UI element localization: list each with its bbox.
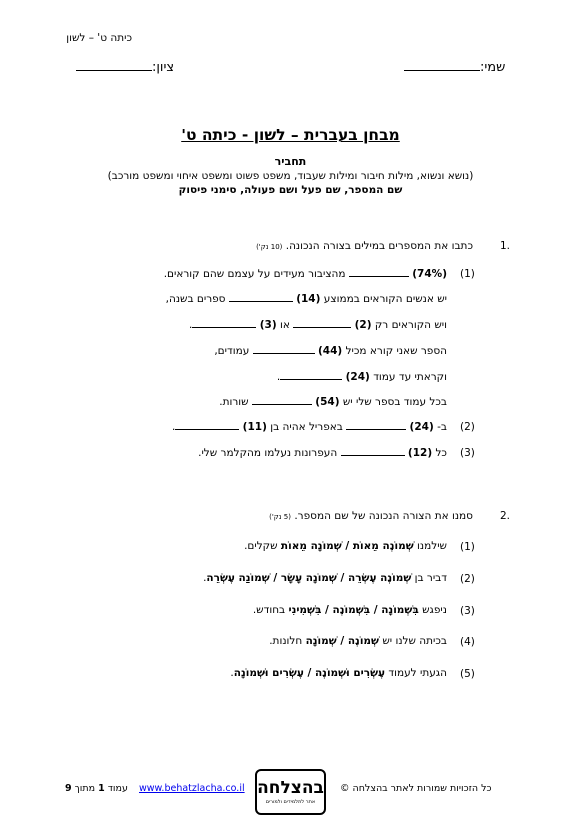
- q2-item-5-number: (5): [460, 668, 475, 680]
- q2-item-2-number: (2): [460, 573, 475, 585]
- answer-blank[interactable]: [192, 318, 256, 328]
- q1-item-1-line-2: יש אנשים הקוראים בממוצע (14) ספרים בשנה,: [165, 293, 447, 305]
- footer-copyright: כל הזכויות שמורות לאתר בהצלחה ©: [340, 783, 492, 794]
- name-label: שמי:: [480, 60, 506, 75]
- q2-item-4-number: (4): [460, 636, 475, 648]
- page-indicator: עמוד 1 מתוך 9: [65, 783, 128, 794]
- answer-blank[interactable]: [252, 395, 312, 405]
- q1-item-2-number: (2): [460, 421, 475, 433]
- answer-blank[interactable]: [349, 267, 409, 277]
- subtitle-topics: (נושא ונשוא, מילות חיבור ומילות שעבוד, משפט פשוט ומשפט איחוי ומשפט מורכב): [107, 170, 474, 182]
- site-url-link[interactable]: www.behatzlacha.co.il: [139, 783, 245, 794]
- q1-item-1-line-5: וקראתי עד עמוד (24) .: [276, 371, 447, 383]
- subtitle-topics-2: שם המספר, שם פעל ושם פעולה, סימני פיסוק: [178, 184, 403, 196]
- site-logo: בהצלחה אתר לתלמידים ולמורים: [255, 769, 326, 815]
- answer-blank[interactable]: [346, 420, 406, 430]
- answer-blank[interactable]: [293, 318, 351, 328]
- q2-item-3-number: (3): [460, 605, 475, 617]
- q1-item-2: ב- (24) באפריל אהיה בן (11) .: [171, 421, 447, 433]
- answer-options[interactable]: שְׁמוֹנֶה מֵאוֹת / שְׁמוֹנָה מֵאוֹת: [280, 540, 414, 552]
- q2-item-5: הגעתי לעמוד עֶשְׂרִים וּשְׁמוֹנֶה / עֶשְׂרִים וּשְׁמוֹנָה.: [230, 667, 447, 679]
- q2-item-4: בכיתה שלנו יש שְׁמוֹנֶה / שְׁמוֹנָה חלונות.: [269, 635, 447, 647]
- name-field[interactable]: [404, 60, 505, 75]
- q1-number: 1.: [500, 240, 511, 252]
- answer-options[interactable]: שְׁמוֹנֶה / שְׁמוֹנָה: [305, 635, 379, 647]
- q1-item-3: כל (12) העפרונות נעלמו מהקלמר שלי.: [198, 447, 447, 459]
- answer-blank[interactable]: [280, 370, 342, 380]
- q1-item-1-line-3: ויש הקוראים רק (2) או (3) .: [189, 319, 447, 331]
- answer-blank[interactable]: [253, 344, 315, 354]
- q1-item-3-number: (3): [460, 447, 475, 459]
- q1-instruction: כתבו את המספרים במילים בצורה הנכונה. (10 נק'): [256, 240, 473, 252]
- header-class-label: כיתה ט' – לשון: [66, 32, 132, 44]
- q2-number: 2.: [500, 510, 511, 522]
- q2-item-3: ניפגש בִּשְׁמוֹנָה / בִּשְׁמוֹנֶה / בִּשְׁמִינִי בחודש.: [252, 604, 447, 616]
- answer-blank[interactable]: [341, 446, 405, 456]
- answer-options[interactable]: בִּשְׁמוֹנָה / בִּשְׁמוֹנֶה / בִּשְׁמִינִי: [288, 604, 419, 616]
- q1-item-1-line-1: (74%) מהציבור מעידים על עצמם שהם קוראים.: [163, 268, 447, 280]
- q1-item-1-line-4: הספר שאני קורא מכיל (44) עמודים,: [214, 345, 447, 357]
- q2-instruction: סמנו את הצורה הנכונה של שם המספר. (5 נק'): [269, 510, 473, 522]
- grade-field[interactable]: [76, 60, 174, 75]
- answer-options[interactable]: שְׁמוֹנֶה עֶשְׂרֵה / שְׁמוֹנָה עָשָׂר / שְׁמוֹנַה עֶשְׂרֵה: [206, 572, 412, 584]
- page-title: מבחן בעברית – לשון - כיתה ט': [181, 126, 400, 144]
- grade-label: ציון:: [152, 60, 175, 75]
- q1-item-1-number: (1): [460, 268, 475, 280]
- answer-blank[interactable]: [229, 292, 293, 302]
- footer-link[interactable]: [139, 783, 245, 794]
- q1-item-1-line-6: בכל עמוד בספר שלי יש (54) שורות.: [219, 396, 447, 408]
- answer-options[interactable]: עֶשְׂרִים וּשְׁמוֹנֶה / עֶשְׂרִים וּשְׁמוֹנָה: [233, 667, 386, 679]
- q2-item-1: שילמנו שְׁמוֹנֶה מֵאוֹת / שְׁמוֹנָה מֵאוֹת שקלים.: [244, 540, 447, 552]
- q2-item-2: דביר בן שְׁמוֹנֶה עֶשְׂרֵה / שְׁמוֹנָה עָשָׂר / שְׁמוֹנַה עֶשְׂרֵה.: [203, 572, 447, 584]
- q2-item-1-number: (1): [460, 541, 475, 553]
- answer-blank[interactable]: [175, 420, 239, 430]
- subtitle-syntax: תחביר: [274, 155, 307, 168]
